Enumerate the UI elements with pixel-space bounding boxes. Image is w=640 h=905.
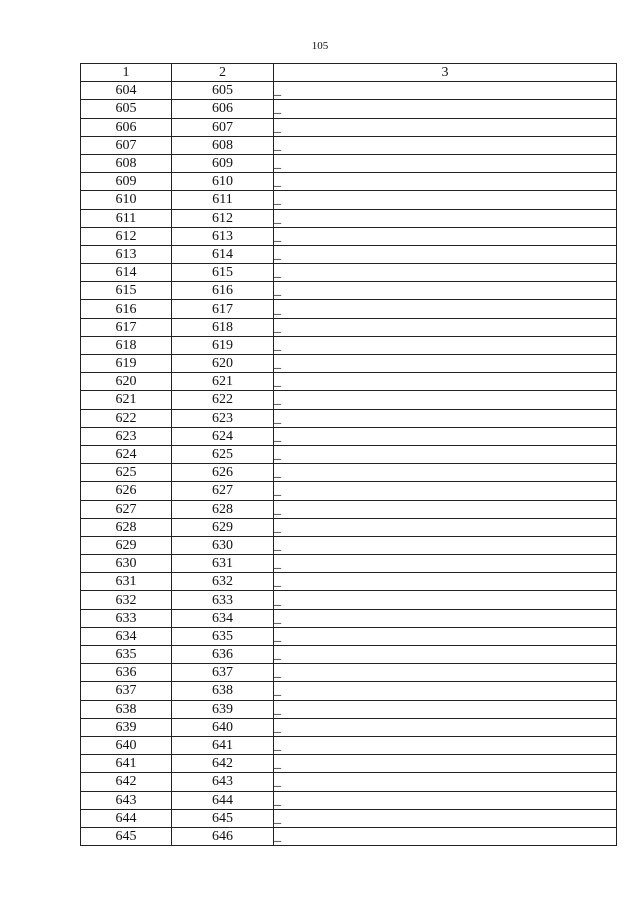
table-cell-col-3: _ xyxy=(274,245,617,263)
table-cell-col-1: 644 xyxy=(81,809,172,827)
table-cell-col-2: 617 xyxy=(172,300,274,318)
table-cell-col-3: _ xyxy=(274,482,617,500)
table-row xyxy=(81,791,617,809)
table-row xyxy=(81,573,617,591)
table-row xyxy=(81,536,617,554)
column-header-2: 2 xyxy=(172,64,274,82)
table-row xyxy=(81,154,617,172)
table-row xyxy=(81,827,617,845)
table-cell-col-3: _ xyxy=(274,809,617,827)
table-cell-col-3: _ xyxy=(274,718,617,736)
table-cell-col-3: _ xyxy=(274,609,617,627)
table-row xyxy=(81,682,617,700)
table-cell-col-1: 613 xyxy=(81,245,172,263)
table-cell-col-2: 627 xyxy=(172,482,274,500)
table-cell-col-3: _ xyxy=(274,682,617,700)
table-cell-col-2: 630 xyxy=(172,536,274,554)
table-cell-col-2: 622 xyxy=(172,391,274,409)
table-cell-col-1: 634 xyxy=(81,627,172,645)
table-cell-col-1: 629 xyxy=(81,536,172,554)
column-header-3: 3 xyxy=(274,64,617,82)
table-row xyxy=(81,409,617,427)
table-cell-col-2: 640 xyxy=(172,718,274,736)
table-cell-col-3: _ xyxy=(274,500,617,518)
table-cell-col-3: _ xyxy=(274,191,617,209)
table-cell-col-1: 620 xyxy=(81,373,172,391)
table-cell-col-2: 616 xyxy=(172,282,274,300)
table-cell-col-3: _ xyxy=(274,373,617,391)
table-cell-col-2: 633 xyxy=(172,591,274,609)
table-cell-col-2: 618 xyxy=(172,318,274,336)
table-cell-col-3: _ xyxy=(274,391,617,409)
table-cell-col-1: 619 xyxy=(81,355,172,373)
table-row xyxy=(81,809,617,827)
table-row xyxy=(81,427,617,445)
table-cell-col-2: 623 xyxy=(172,409,274,427)
table-cell-col-3: _ xyxy=(274,173,617,191)
table-cell-col-1: 637 xyxy=(81,682,172,700)
table-cell-col-2: 608 xyxy=(172,136,274,154)
table-cell-col-2: 636 xyxy=(172,646,274,664)
table-cell-col-2: 620 xyxy=(172,355,274,373)
table-cell-col-2: 645 xyxy=(172,809,274,827)
table-cell-col-1: 614 xyxy=(81,264,172,282)
table-row xyxy=(81,191,617,209)
table-cell-col-2: 635 xyxy=(172,627,274,645)
table-row xyxy=(81,391,617,409)
table-cell-col-2: 632 xyxy=(172,573,274,591)
table-cell-col-1: 628 xyxy=(81,518,172,536)
table-cell-col-2: 607 xyxy=(172,118,274,136)
table-row xyxy=(81,136,617,154)
table-cell-col-2: 642 xyxy=(172,755,274,773)
table-cell-col-2: 609 xyxy=(172,154,274,172)
table-cell-col-3: _ xyxy=(274,409,617,427)
table-cell-col-2: 606 xyxy=(172,100,274,118)
table-row xyxy=(81,773,617,791)
table-cell-col-3: _ xyxy=(274,664,617,682)
table-cell-col-3: _ xyxy=(274,773,617,791)
table-row xyxy=(81,718,617,736)
table-row xyxy=(81,482,617,500)
table-cell-col-2: 605 xyxy=(172,82,274,100)
table-cell-col-3: _ xyxy=(274,336,617,354)
table-cell-col-2: 611 xyxy=(172,191,274,209)
table-cell-col-1: 625 xyxy=(81,464,172,482)
table-cell-col-2: 637 xyxy=(172,664,274,682)
table-body xyxy=(81,82,617,846)
table-cell-col-3: _ xyxy=(274,736,617,754)
table-cell-col-1: 641 xyxy=(81,755,172,773)
table-cell-col-1: 643 xyxy=(81,791,172,809)
table-row xyxy=(81,282,617,300)
table-cell-col-3: _ xyxy=(274,227,617,245)
table-cell-col-2: 644 xyxy=(172,791,274,809)
table-cell-col-3: _ xyxy=(274,82,617,100)
table-cell-col-1: 607 xyxy=(81,136,172,154)
table-cell-col-3: _ xyxy=(274,573,617,591)
table-row xyxy=(81,518,617,536)
table-cell-col-3: _ xyxy=(274,154,617,172)
table-cell-col-3: _ xyxy=(274,555,617,573)
table-cell-col-3: _ xyxy=(274,646,617,664)
table-cell-col-3: _ xyxy=(274,318,617,336)
table-row xyxy=(81,627,617,645)
data-table xyxy=(80,63,617,846)
table-cell-col-2: 646 xyxy=(172,827,274,845)
table-row xyxy=(81,82,617,100)
table-cell-col-3: _ xyxy=(274,464,617,482)
table-row xyxy=(81,118,617,136)
table-cell-col-1: 627 xyxy=(81,500,172,518)
column-header-1: 1 xyxy=(81,64,172,82)
table-cell-col-3: _ xyxy=(274,518,617,536)
page-number: 105 xyxy=(311,40,329,52)
table-cell-col-1: 611 xyxy=(81,209,172,227)
table-cell-col-1: 632 xyxy=(81,591,172,609)
table-cell-col-3: _ xyxy=(274,445,617,463)
table-cell-col-3: _ xyxy=(274,300,617,318)
table-row xyxy=(81,173,617,191)
table-cell-col-2: 615 xyxy=(172,264,274,282)
table-row xyxy=(81,664,617,682)
table-cell-col-1: 631 xyxy=(81,573,172,591)
table-row xyxy=(81,245,617,263)
table-cell-col-3: _ xyxy=(274,536,617,554)
table-cell-col-3: _ xyxy=(274,355,617,373)
table-row xyxy=(81,300,617,318)
table-cell-col-1: 612 xyxy=(81,227,172,245)
table-cell-col-1: 605 xyxy=(81,100,172,118)
table-cell-col-3: _ xyxy=(274,427,617,445)
table-row xyxy=(81,646,617,664)
table-cell-col-2: 621 xyxy=(172,373,274,391)
table-cell-col-1: 609 xyxy=(81,173,172,191)
table-cell-col-3: _ xyxy=(274,700,617,718)
table-cell-col-2: 613 xyxy=(172,227,274,245)
table-row xyxy=(81,209,617,227)
table-cell-col-1: 606 xyxy=(81,118,172,136)
table-cell-col-2: 614 xyxy=(172,245,274,263)
table-cell-col-1: 645 xyxy=(81,827,172,845)
table-header-row xyxy=(81,64,617,82)
table-cell-col-2: 610 xyxy=(172,173,274,191)
table-cell-col-3: _ xyxy=(274,136,617,154)
table-cell-col-2: 628 xyxy=(172,500,274,518)
table-row xyxy=(81,445,617,463)
table-cell-col-2: 624 xyxy=(172,427,274,445)
table-cell-col-1: 610 xyxy=(81,191,172,209)
table-row xyxy=(81,264,617,282)
table-cell-col-3: _ xyxy=(274,627,617,645)
table-row xyxy=(81,736,617,754)
table-cell-col-1: 630 xyxy=(81,555,172,573)
table-cell-col-3: _ xyxy=(274,118,617,136)
table-row xyxy=(81,336,617,354)
table-row xyxy=(81,100,617,118)
table-row xyxy=(81,755,617,773)
table-cell-col-1: 608 xyxy=(81,154,172,172)
table-cell-col-3: _ xyxy=(274,791,617,809)
table-cell-col-1: 640 xyxy=(81,736,172,754)
table-row xyxy=(81,555,617,573)
table-cell-col-3: _ xyxy=(274,827,617,845)
table-row xyxy=(81,373,617,391)
table-cell-col-3: _ xyxy=(274,264,617,282)
table-cell-col-2: 639 xyxy=(172,700,274,718)
table-row xyxy=(81,318,617,336)
table-cell-col-2: 638 xyxy=(172,682,274,700)
table-cell-col-1: 616 xyxy=(81,300,172,318)
table-cell-col-2: 641 xyxy=(172,736,274,754)
table-cell-col-1: 636 xyxy=(81,664,172,682)
table-cell-col-1: 622 xyxy=(81,409,172,427)
table-cell-col-1: 635 xyxy=(81,646,172,664)
table-cell-col-3: _ xyxy=(274,755,617,773)
table-cell-col-3: _ xyxy=(274,209,617,227)
table-cell-col-1: 633 xyxy=(81,609,172,627)
table-cell-col-1: 623 xyxy=(81,427,172,445)
table-cell-col-2: 625 xyxy=(172,445,274,463)
table-cell-col-2: 643 xyxy=(172,773,274,791)
table-cell-col-1: 639 xyxy=(81,718,172,736)
table-cell-col-1: 624 xyxy=(81,445,172,463)
table-row xyxy=(81,464,617,482)
table-cell-col-1: 621 xyxy=(81,391,172,409)
table-cell-col-3: _ xyxy=(274,100,617,118)
table-cell-col-1: 642 xyxy=(81,773,172,791)
table-cell-col-2: 619 xyxy=(172,336,274,354)
table-cell-col-2: 634 xyxy=(172,609,274,627)
table-row xyxy=(81,500,617,518)
table-cell-col-1: 615 xyxy=(81,282,172,300)
table-row xyxy=(81,700,617,718)
table-cell-col-2: 626 xyxy=(172,464,274,482)
table-cell-col-3: _ xyxy=(274,591,617,609)
table-cell-col-2: 612 xyxy=(172,209,274,227)
table-cell-col-1: 626 xyxy=(81,482,172,500)
table-cell-col-2: 631 xyxy=(172,555,274,573)
table-row xyxy=(81,609,617,627)
table-row xyxy=(81,355,617,373)
table-row xyxy=(81,591,617,609)
table-cell-col-1: 617 xyxy=(81,318,172,336)
table-cell-col-1: 618 xyxy=(81,336,172,354)
table-cell-col-1: 638 xyxy=(81,700,172,718)
table-cell-col-2: 629 xyxy=(172,518,274,536)
table-cell-col-1: 604 xyxy=(81,82,172,100)
table-cell-col-3: _ xyxy=(274,282,617,300)
table-row xyxy=(81,227,617,245)
